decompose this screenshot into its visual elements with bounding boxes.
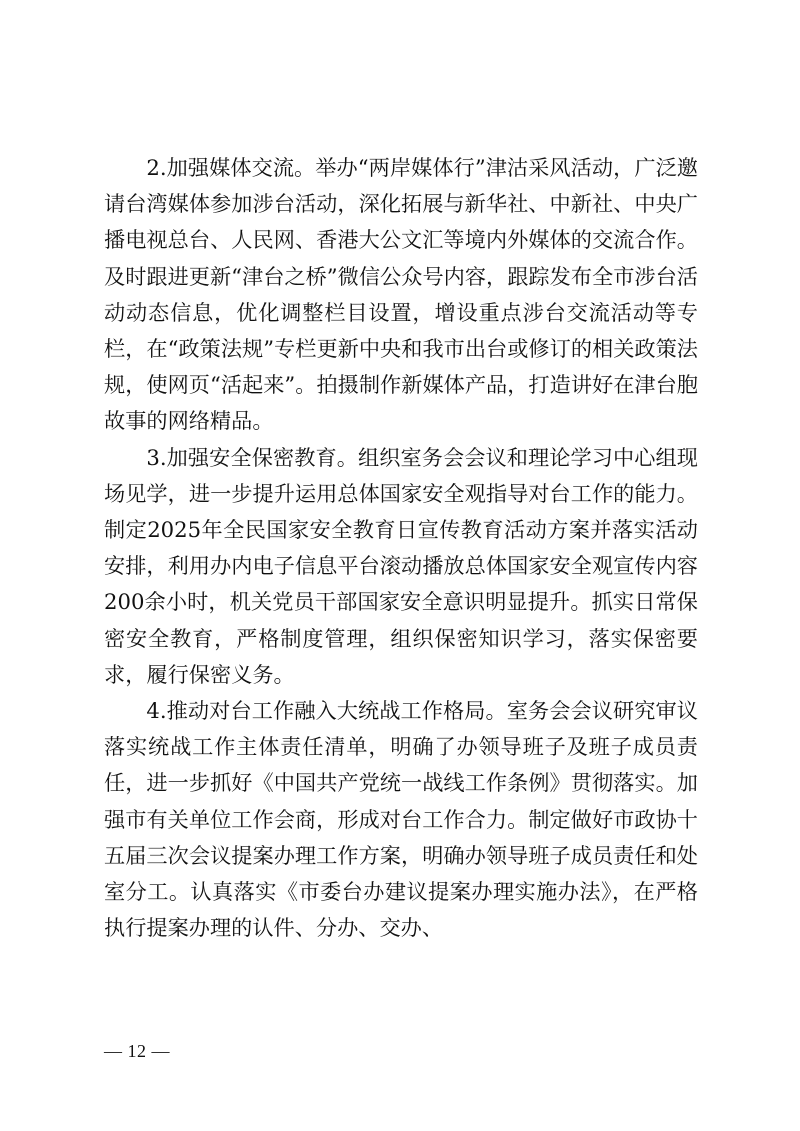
paragraph-media-exchange: 2.加强媒体交流。举办“两岸媒体行”津沽采风活动，广泛邀请台湾媒体参加涉台活动，深化拓展与新华社、中新社、中央广播电视总台、人民网、香港大公文汇等境内外媒体的交流合作。及时跟进更新“津台之桥”微信公众号内容，跟踪发布全市涉台活动动态信息，优化调整栏目设置，增设重点涉台交流活动等专栏，在“政策法规”专栏更新中央和我市出台或修订的相关政策法规，使网页“活起来”。拍摄制作新媒体产品，打造讲好在津台胞故事的网络精品。 bbox=[104, 155, 698, 434]
paragraph-security-education: 3.加强安全保密教育。组织室务会会议和理论学习中心组现场见学，进一步提升运用总体国家安全观指导对台工作的能力。制定2025年全民国家安全教育日宣传教育活动方案并落实活动安排，利用办内电子信息平台滚动播放总体国家安全观宣传内容200余小时，机关党员干部国家安全意识明显提升。抓实日常保密安全教育，严格制度管理，组织保密知识学习，落实保密要求，履行保密义务。 bbox=[104, 444, 698, 687]
page-number: — 12 — bbox=[104, 1041, 170, 1061]
paragraph-united-front: 4.推动对台工作融入大统战工作格局。室务会会议研究审议落实统战工作主体责任清单，明确了办领导班子及班子成员责任，进一步抓好《中国共产党统一战线工作条例》贯彻落实。加强市有关单位工作会商，形成对台工作合力。制定做好市政协十五届三次会议提案办理工作方案，明确办领导班子成员责任和处室分工。认真落实《市委台办建议提案办理实施办法》，在严格执行提案办理的认件、分办、交办、 bbox=[104, 698, 698, 941]
body-text bbox=[104, 150, 698, 946]
